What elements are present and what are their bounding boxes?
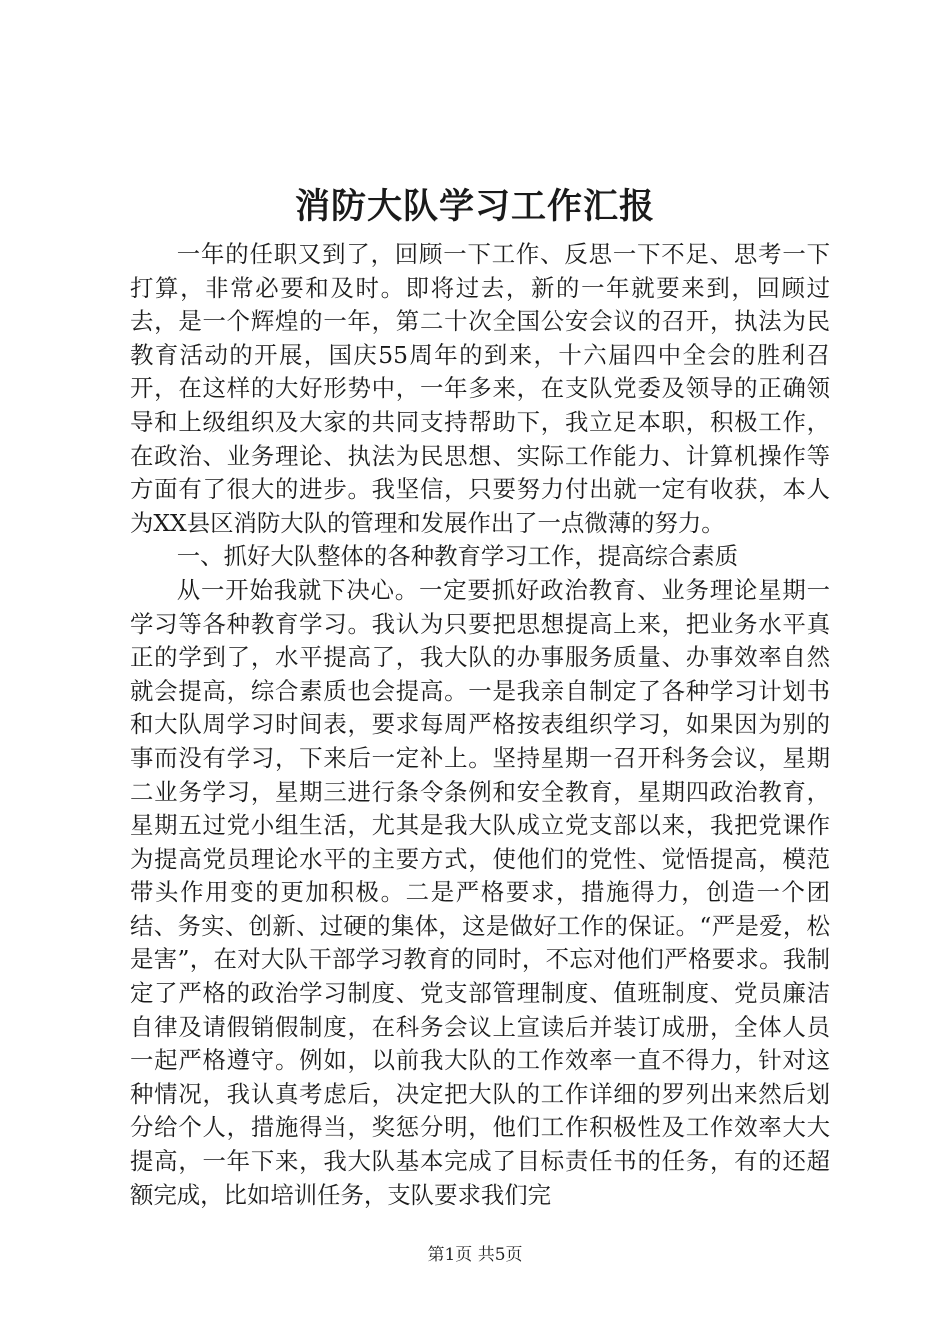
page-number-footer: 第1页 共5页: [427, 1245, 523, 1265]
paragraph-section-1: 从一开始我就下决心。一定要抓好政治教育、业务理论星期一学习等各种教育学习。我认为只要把思想提高上来，把业务水平真正的学到了，水平提高了，我大队的办事服务质量、办事效率自然就会提高，综合素质也会提高。一是我亲自制定了各种学习计划书和大队周学习时间表，要求每周严格按表组织学习，如果因为别的事而没有学习，下来后一定补上。坚持星期一召开科务会议，星期二业务学习，星期三进行条令条例和安全教育，星期四政治教育，星期五过党小组生活，尤其是我大队成立党支部以来，我把党课作为提高党员理论水平的主要方式，使他们的党性、觉悟提高，模范带头作用变的更加积极。二是严格要求，措施得力，创造一个团结、务实、创新、过硬的集体，这是做好工作的保证。“严是爱，松是害”，在对大队干部学习教育的同时，不忘对他们严格要求。我制定了严格的政治学习制度、党支部管理制度、值班制度、党员廉洁自律及请假销假制度，在科务会议上宣读后并装订成册，全体人员一起严格遵守。例如，以前我大队的工作效率一直不得力，针对这种情况，我认真考虑后，决定把大队的工作详细的罗列出来然后划分给个人，措施得当，奖惩分明，他们工作积极性及工作效率大大提高，一年下来，我大队基本完成了目标责任书的任务，有的还超额完成，比如培训任务，支队要求我们完: [130, 575, 830, 1209]
document-body: [130, 238, 830, 1212]
paragraph-intro: 一年的任职又到了，回顾一下工作、反思一下不足、思考一下打算，非常必要和及时。即将过去，新的一年就要来到，回顾过去，是一个辉煌的一年，第二十次全国公安会议的召开，执法为民教育活动的开展，国庆55周年的到来，十六届四中全会的胜利召开，在这样的大好形势中，一年多来，在支队党委及领导的正确领导和上级组织及大家的共同支持帮助下，我立足本职，积极工作，在政治、业务理论、执法为民思想、实际工作能力、计算机操作等方面有了很大的进步。我坚信，只要努力付出就一定有收获，本人为XX县区消防大队的管理和发展作出了一点微薄的努力。: [130, 240, 830, 537]
document-title: 消防大队学习工作汇报: [294, 186, 655, 227]
section-heading-1: 一、抓好大队整体的各种教育学习工作，提高综合素质: [176, 542, 739, 571]
